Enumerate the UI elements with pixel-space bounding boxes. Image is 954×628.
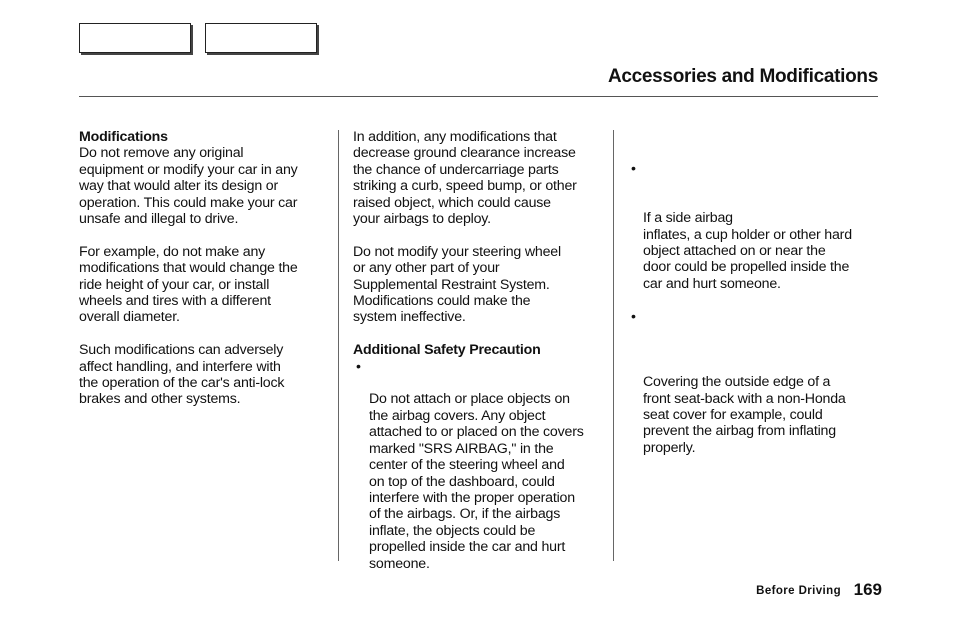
page-title: Accessories and Modifications [607,66,878,87]
bullet-item [631,308,888,457]
paragraph: In addition, any modifications that decrease ground clearance increase the chance of undercarriage parts striking a curb, speed bump, or other raised object, which could cause your airbags to deploy. [353,129,577,228]
next-page-button[interactable] [205,23,317,53]
previous-page-button[interactable] [79,23,191,53]
paragraph: Such modifications can adversely affect handling, and interfere with the operation of the car's anti-lock brakes and other systems. [79,342,285,408]
bullet-text: Do not attach or place objects on the airbag covers. Any object attached to or placed on the covers marked "SRS AIRBAG," in the center of the steering wheel and on top of the dashboard, could interfere with the proper operation of the airbags. Or, if the airbags inflate, the objects could be propelled inside the car and hurt someone. [369,391,584,572]
column-modifications [79,129,334,424]
bullet-item [631,161,888,292]
safety-precaution-heading: Additional Safety Precaution [353,342,541,359]
paragraph: Do not remove any original equipment or modify your car in any way that would alter its design or operation. This could make your car unsafe and illegal to drive. [79,145,298,228]
bullet-item [353,359,611,572]
column-ground-clearance [353,129,611,572]
paragraph: Do not modify your steering wheel or any other part of your Supplemental Restraint System. Modifications could make the system ineffective. [353,243,561,326]
bullet-text: If a side airbag inflates, a cup holder or other hard object attached on or near the door could be propelled inside the car and hurt someone. [643,210,852,292]
bullet-icon: • [631,308,636,325]
column-side-airbag [631,161,888,456]
paragraph: For example, do not make any modifications that would change the ride height of your car, or install wheels and tires with a different overall diameter. [79,243,298,326]
bullet-icon: • [631,161,636,177]
column-divider-1 [338,130,339,561]
title-divider [79,96,878,97]
bullet-text: Covering the outside edge of a front seat-back with a non-Honda seat cover for example, could prevent the airbag from inflating properly. [643,374,846,456]
page-number: 169 [853,580,882,599]
footer-section-label: Before Driving [756,585,841,597]
column-divider-2 [613,130,614,561]
modifications-heading: Modifications [79,129,168,145]
bullet-icon: • [356,358,361,375]
